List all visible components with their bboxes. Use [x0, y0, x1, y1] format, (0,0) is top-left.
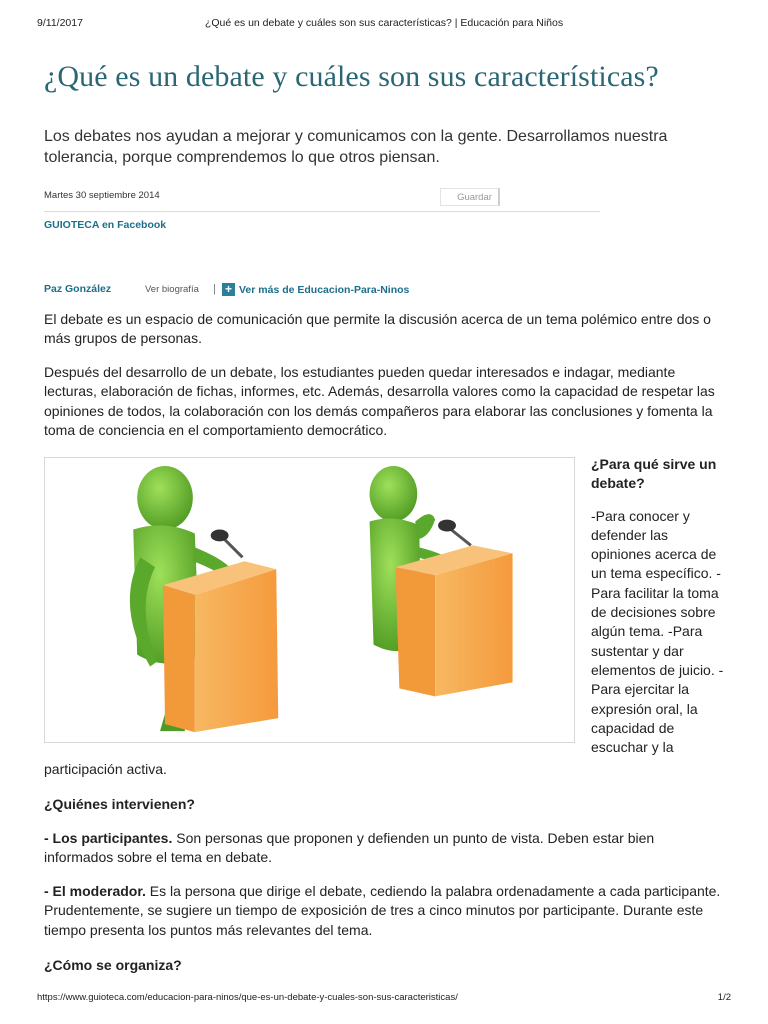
article-meta [44, 188, 600, 210]
heading-who: ¿Quiénes intervienen? [44, 796, 195, 812]
article-lead: Los debates nos ayudan a mejorar y comunicamos con la gente. Desarrollamos nuestra tolerancia, porque comprendemos lo que otros piensan. [44, 128, 668, 166]
purpose-question: ¿Para qué sirve un debate? [591, 456, 717, 492]
page-url[interactable]: https://www.guioteca.com/educacion-para-ninos/que-es-un-debate-y-cuales-son-sus-caracteristicas/ [37, 992, 458, 1003]
print-footer [37, 992, 731, 1006]
facebook-link[interactable]: GUIOTECA en Facebook [44, 219, 167, 231]
author-row [44, 283, 644, 299]
heading-how: ¿Cómo se organiza? [44, 957, 182, 973]
article-title: ¿Qué es un debate y cuáles son sus características? [44, 60, 659, 93]
print-date: 9/11/2017 [37, 17, 83, 29]
debate-illustration-graphic [45, 458, 574, 742]
bio-link[interactable]: Ver biografía [145, 284, 199, 295]
divider [44, 211, 600, 212]
paragraph-moderator [44, 882, 724, 940]
debate-illustration [44, 457, 575, 743]
page-number: 1/2 [717, 992, 731, 1003]
purpose-answer-continued: participación activa. [44, 761, 167, 777]
participants-label: - Los participantes. [44, 830, 173, 846]
sidebar-purpose [591, 455, 731, 757]
save-button[interactable]: Guardar [440, 188, 500, 206]
publish-date: Martes 30 septiembre 2014 [44, 190, 160, 201]
paragraph-benefits: Después del desarrollo de un debate, los estudiantes pueden quedar interesados e indagar, mediante lecturas, elaboración de fichas, informes, etc. Además, desarrolla valores como la capacidad de respetar las opiniones de todos, la colaboración con los demás compañeros para elaborar las conclusiones y fomenta la toma de conciencia en el comportamiento democrático. [44, 364, 715, 438]
author-name[interactable]: Paz González [44, 283, 112, 295]
print-page-title: ¿Qué es un debate y cuáles son sus características? | Educación para Niños [204, 17, 564, 29]
moderator-text: Es la persona que dirige el debate, cediendo la palabra ordenadamente a cada participante. Prudentemente, se sugiere un tiempo de exposición de tres a cinco minutos por participante. Durante este tiempo presenta los puntos más relevantes del tema. [44, 883, 721, 938]
moderator-label: - El moderador. [44, 883, 146, 899]
paragraph-participants [44, 829, 724, 868]
paragraph-definition: El debate es un espacio de comunicación que permite la discusión acerca de un tema polémico entre dos o más grupos de personas. [44, 311, 711, 347]
print-header [37, 17, 731, 31]
separator: | [213, 283, 216, 295]
more-articles-link[interactable]: Ver más de Educacion-Para-Ninos [239, 284, 410, 296]
participants-text: Son personas que proponen y defienden un punto de vista. Deben estar bien informados sobre el tema en debate. [44, 830, 655, 866]
purpose-answer: -Para conocer y defender las opiniones acerca de un tema específico. -Para facilitar la toma de decisiones sobre algún tema. -Para sustentar y dar elementos de juicio. -Para ejercitar la expresión oral, la capacidad de escuchar y la [591, 507, 724, 756]
plus-icon[interactable]: + [222, 283, 235, 296]
